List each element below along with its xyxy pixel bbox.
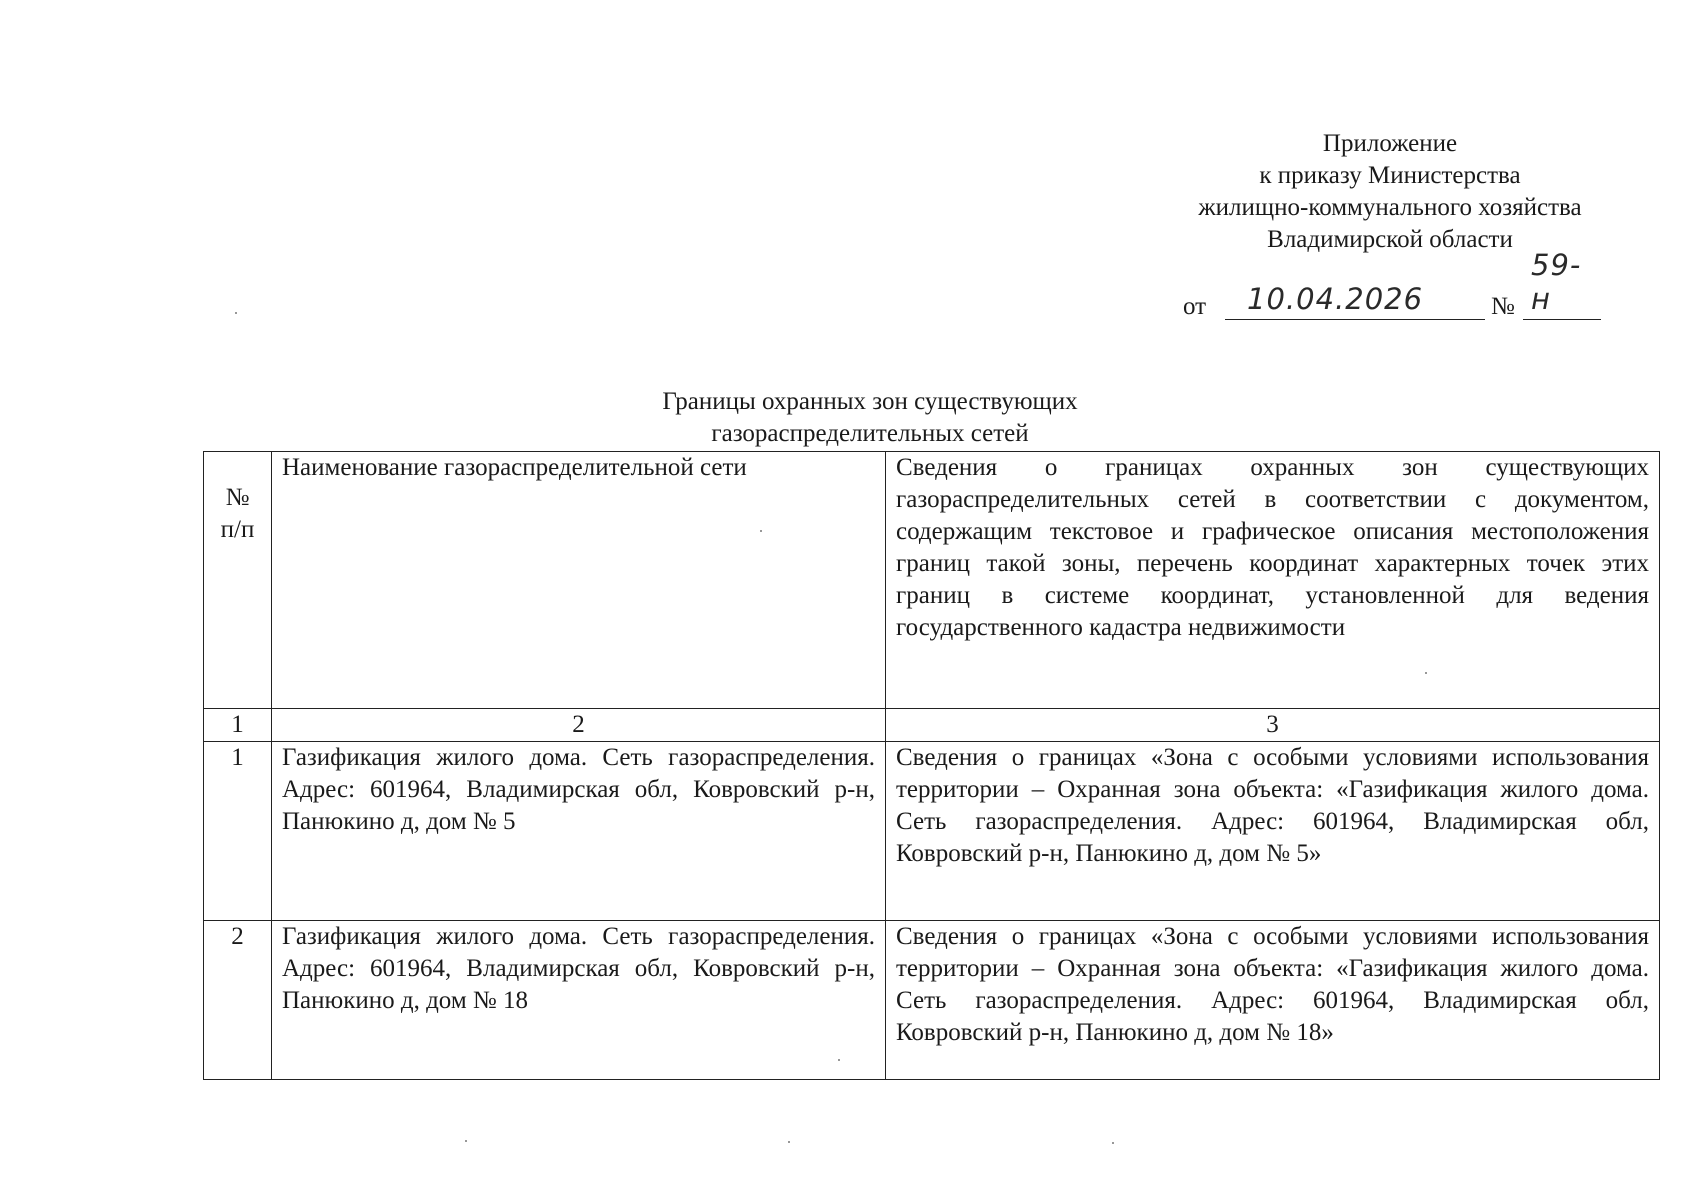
column-number-1: 1	[204, 709, 272, 742]
title-line-2: газораспределительных сетей	[711, 420, 1029, 447]
header-name: Наименование газораспределительной сети	[272, 452, 886, 709]
protection-zones-table	[203, 451, 1660, 1080]
handwritten-number: 59-н	[1531, 248, 1582, 316]
scan-speck	[760, 530, 762, 532]
column-number-3: 3	[886, 709, 1660, 742]
network-name: Газификация жилого дома. Сеть газораспределения. Адрес: 601964, Владимирская обл, Ковровский р-н, Панюкино д, дом № 18	[272, 921, 886, 1080]
header-info: Сведения о границах охранных зон существующих газораспределительных сетей в соответствии с документом, содержащим текстовое и графическое описания местоположения границ такой зоны, перечень координат характерных точек этих границ в системе координат, установленной для ведения государственного кадастра недвижимости	[886, 452, 1660, 709]
approval-order-ref: к приказу Министерства	[1259, 162, 1521, 189]
number-sign-label: №	[1491, 293, 1515, 320]
approval-region: Владимирской области	[1267, 226, 1513, 253]
title-line-1: Границы охранных зон существующих	[662, 388, 1078, 415]
approval-ministry: жилищно-коммунального хозяйства	[1198, 194, 1582, 221]
handwritten-date: 10.04.2026	[1247, 282, 1424, 316]
table-row	[204, 921, 1660, 1080]
order-date-number	[1183, 248, 1603, 325]
date-field	[1225, 282, 1485, 320]
header-number: № п/п	[204, 452, 272, 709]
column-number-2: 2	[272, 709, 886, 742]
row-number: 1	[204, 742, 272, 921]
document-title	[560, 386, 1180, 450]
scan-speck	[1112, 1142, 1114, 1144]
approval-title: Приложение	[1322, 130, 1458, 157]
scan-speck	[1425, 672, 1427, 674]
network-name: Газификация жилого дома. Сеть газораспределения. Адрес: 601964, Владимирская обл, Ковровский р-н, Панюкино д, дом № 5	[272, 742, 886, 921]
scan-speck	[838, 1059, 840, 1061]
zone-info: Сведения о границах «Зона с особыми условиями использования территории – Охранная зона объекта: «Газификация жилого дома. Сеть газораспределения. Адрес: 601964, Владимирская обл, Ковровский р-н, Панюкино д, дом № 18»	[886, 921, 1660, 1080]
number-field	[1523, 248, 1601, 320]
scan-speck	[788, 1141, 790, 1143]
zone-info: Сведения о границах «Зона с особыми условиями использования территории – Охранная зона объекта: «Газификация жилого дома. Сеть газораспределения. Адрес: 601964, Владимирская обл, Ковровский р-н, Панюкино д, дом № 5»	[886, 742, 1660, 921]
scan-speck	[235, 312, 237, 314]
date-prefix-label: от	[1183, 293, 1207, 320]
table-header-row	[204, 452, 1660, 709]
approval-block	[1150, 128, 1630, 256]
column-number-row	[204, 709, 1660, 742]
row-number: 2	[204, 921, 272, 1080]
table-row	[204, 742, 1660, 921]
scan-speck	[465, 1140, 467, 1142]
